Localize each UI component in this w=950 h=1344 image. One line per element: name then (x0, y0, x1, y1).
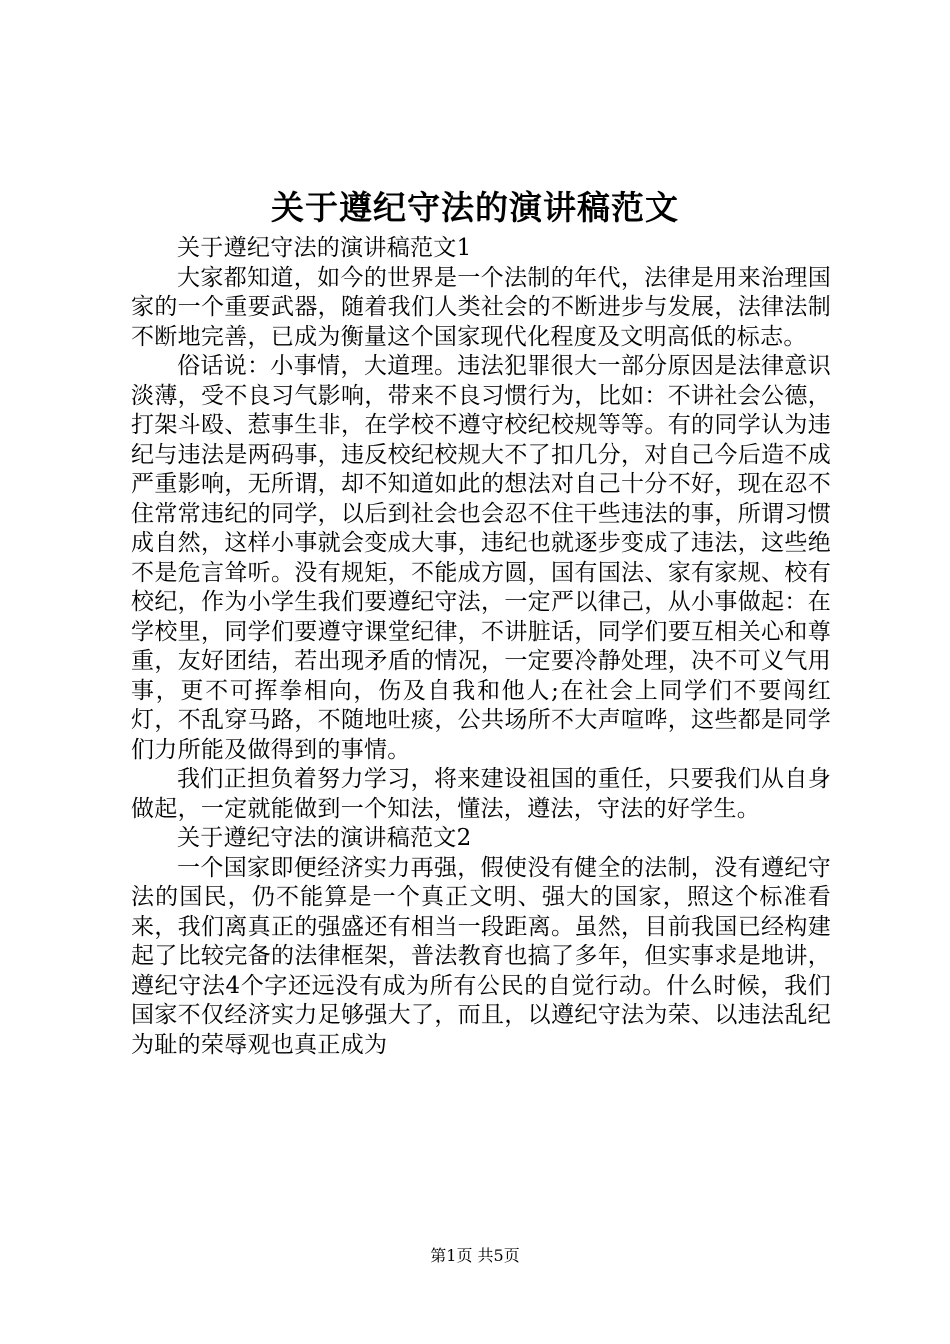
paragraph: 俗话说：小事情，大道理。违法犯罪很大一部分原因是法律意识淡薄，受不良习气影响，带来不良习惯行为，比如：不讲社会公德，打架斗殴、惹事生非，在学校不遵守校纪校规等等。有的同学认为违纪与违法是两码事，违反校纪校规大不了扣几分，对自己今后造不成严重影响，无所谓，却不知道如此的想法对自己十分不好，现在忍不住常常违纪的同学，以后到社会也会忍不住干些违法的事，所谓习惯成自然，这样小事就会变成大事，违纪也就逐步变成了违法，这些绝不是危言耸听。没有规矩，不能成方圆，国有国法、家有家规、校有校纪，作为小学生我们要遵纪守法，一定严以律己，从小事做起：在学校里，同学们要遵守课堂纪律，不讲脏话，同学们要互相关心和尊重，友好团结，若出现矛盾的情况，一定要冷静处理，决不可义气用事，更不可挥拳相向，伤及自我和他人;在社会上同学们不要闯红灯，不乱穿马路，不随地吐痰，公共场所不大声喧哗，这些都是同学们力所能及做得到的事情。 (131, 353, 831, 763)
paragraph: 一个国家即便经济实力再强，假使没有健全的法制，没有遵纪守法的国民，仍不能算是一个真正文明、强大的国家，照这个标准看来，我们离真正的强盛还有相当一段距离。虽然，目前我国已经构建起了比较完备的法律框架，普法教育也搞了多年，但实事求是地讲，遵纪守法4个字还远没有成为所有公民的自觉行动。什么时候，我们国家不仅经济实力足够强大了，而且，以遵纪守法为荣、以违法乱纪为耻的荣辱观也真正成为 (131, 854, 831, 1058)
section-heading: 关于遵纪守法的演讲稿范文2 (177, 825, 472, 851)
page-footer: 第1页 共5页 (430, 1246, 520, 1265)
section-heading: 关于遵纪守法的演讲稿范文1 (177, 235, 472, 261)
paragraph: 我们正担负着努力学习，将来建设祖国的重任，只要我们从自身做起，一定就能做到一个知法，懂法，遵法，守法的好学生。 (131, 766, 831, 822)
document-title: 关于遵纪守法的演讲稿范文 (271, 188, 679, 227)
paragraph: 大家都知道，如今的世界是一个法制的年代，法律是用来治理国家的一个重要武器，随着我们人类社会的不断进步与发展，法律法制不断地完善，已成为衡量这个国家现代化程度及文明高低的标志。 (131, 264, 831, 350)
document-body (131, 234, 831, 1060)
